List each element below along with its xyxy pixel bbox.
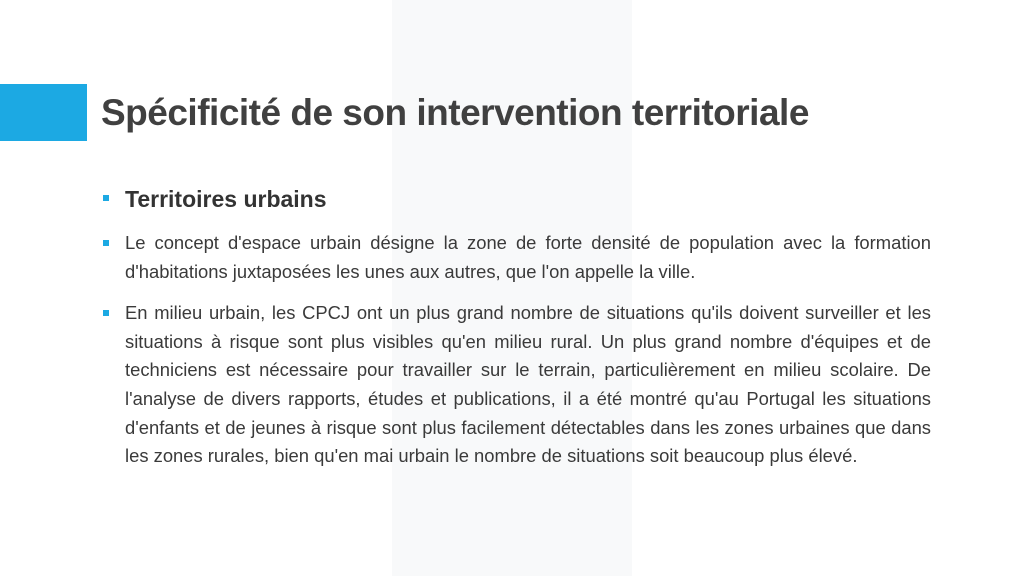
bullet-definition <box>103 229 931 286</box>
square-bullet-icon <box>103 195 109 201</box>
bullet-heading-territoires-urbains <box>103 182 931 216</box>
bullet-urban-context <box>103 299 931 471</box>
bullet-list <box>103 182 931 484</box>
title-accent-block <box>0 84 87 141</box>
square-bullet-icon <box>103 310 109 316</box>
bullet-text: En milieu urbain, les CPCJ ont un plus grand nombre de situations qu'ils doivent surveiller et les situations à risque sont plus visibles qu'en milieu rural. Un plus grand nombre d'équipes et de techniciens est nécessaire pour travailler sur le terrain, particulièrement en milieu scolaire. De l'analyse de divers rapports, études et publications, il a été montré qu'au Portugal les situations d'enfants et de jeunes à risque sont plus facilement détectables dans les zones urbaines que dans les zones rurales, bien qu'en mai urbain le nombre de situations soit beaucoup plus élevé. <box>125 302 931 467</box>
bullet-text: Le concept d'espace urbain désigne la zone de forte densité de population avec la formation d'habitations juxtaposées les unes aux autres, que l'on appelle la ville. <box>125 232 931 282</box>
slide-title: Spécificité de son intervention territoriale <box>101 92 809 133</box>
square-bullet-icon <box>103 240 109 246</box>
bullet-text: Territoires urbains <box>125 186 327 212</box>
